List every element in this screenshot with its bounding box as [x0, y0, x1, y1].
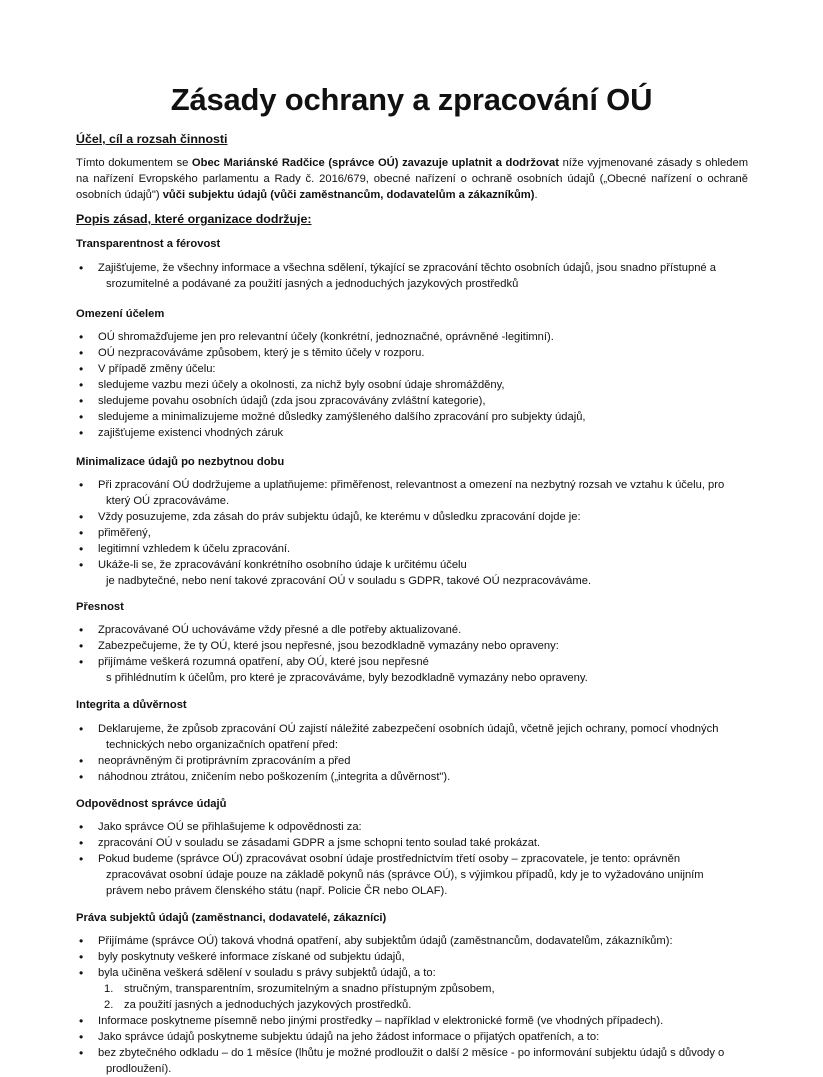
- section-purpose: [76, 131, 748, 147]
- subsection-heading: Omezení účelem: [76, 308, 165, 320]
- list-item: [76, 851, 748, 899]
- list-item: • V případě změny účelu:: [76, 361, 748, 377]
- list-item: [76, 557, 748, 589]
- list-item: • Jako správce údajů poskytneme subjektu údajů na jeho žádost informace o přijatých opatřeních, a to:: [76, 1029, 748, 1045]
- list-item-text: stručným, transparentním, srozumitelným a snadno přístupným způsobem,: [124, 983, 495, 995]
- list-item: • přiměřený,: [76, 525, 748, 541]
- paragraph-text: níže vyjmenované zásady s ohledem na nařízení Evropského parlamentu a Rady č. 2016/679, obecné nařízení o ochraně osobních údajů („Obecné nařízení o ochraně osobních údajů"): [76, 157, 749, 201]
- list-item: [76, 721, 748, 753]
- item-number: 1.: [104, 983, 114, 995]
- list-item: • sledujeme a minimalizujeme možné důsledky zamýšleného dalšího zpracování pro subjekty údajů,: [76, 409, 748, 425]
- subsection-heading: Přesnost: [76, 601, 124, 613]
- list-item: [76, 1045, 748, 1077]
- list-item: • byla učiněna veškerá sdělení v souladu s právy subjektů údajů, a to:: [76, 965, 748, 981]
- list-item: • Jako správce OÚ se přihlašujeme k odpovědnosti za:: [76, 819, 748, 835]
- list-item-text: zpracovávat osobní údaje pouze na základě pokynů nás (správce OÚ), s výjimkou případů, kdy je to vyžadováno unijním: [106, 869, 704, 881]
- list-item: • byly poskytnuty veškeré informace získané od subjektu údajů,: [76, 949, 748, 965]
- subsection-purpose-limitation: [76, 306, 748, 322]
- list-item: • náhodnou ztrátou, zničením nebo poškozením („integrita a důvěrnost").: [76, 769, 748, 785]
- list-item: • Zabezpečujeme, že ty OÚ, které jsou nepřesné, jsou bezodkladně vymazány nebo opraveny:: [76, 638, 748, 654]
- subsection-heading: Integrita a důvěrnost: [76, 699, 187, 711]
- paragraph-bold-text: vůči subjektu údajů (vůči zaměstnancům, dodavatelům a zákazníkům): [162, 189, 535, 201]
- subsection-data-subject-rights: [76, 910, 748, 926]
- list-item-text: přijímáme veškerá rozumná opatření, aby OÚ, které jsou nepřesné: [98, 656, 429, 668]
- list-item-text: Ukáže-li se, že zpracovávání konkrétního osobního údaje k určitému účelu: [98, 559, 467, 571]
- subsection-minimization: [76, 454, 748, 470]
- subsection-heading: Odpovědnost správce údajů: [76, 798, 227, 810]
- list-item: • sledujeme povahu osobních údajů (zda jsou zpracovávány zvláštní kategorie),: [76, 393, 748, 409]
- section-heading: Účel, cíl a rozsah činnosti: [76, 132, 228, 146]
- list-item-text: právem nebo právem členského státu (např. Policie ČR nebo OLAF).: [106, 885, 448, 897]
- list-item: • OÚ shromažďujeme jen pro relevantní účely (konkrétní, jednoznačné, oprávněné -legitimní).: [76, 329, 748, 345]
- list-item: • sledujeme vazbu mezi účely a okolnosti, za nichž byly osobní údaje shromážděny,: [76, 377, 748, 393]
- list-item: • Informace poskytneme písemně nebo jinými prostředky – například v elektronické formě (ve vhodných případech).: [76, 1013, 748, 1029]
- accountability-list: [76, 819, 748, 899]
- list-item: • zajišťujeme existenci vhodných záruk: [76, 425, 748, 441]
- subsection-accountability: [76, 796, 748, 812]
- item-number: 2.: [104, 999, 114, 1011]
- list-item-text: Pokud budeme (správce OÚ) zpracovávat osobní údaje prostřednictvím třetí osoby – zpracovatele, je tento: oprávněn: [98, 853, 681, 865]
- section-principles: [76, 211, 748, 227]
- subsection-accuracy: [76, 599, 748, 615]
- list-item-text: s přihlédnutím k účelům, pro které je zpracováváme, byly bezodkladně vymazány nebo opraveny.: [106, 672, 588, 684]
- page-title: Zásady ochrany a zpracování OÚ: [170, 82, 653, 117]
- list-item-text: který OÚ zpracováváme.: [106, 495, 230, 507]
- purpose-limitation-list: [76, 329, 748, 441]
- paragraph-text: Tímto dokumentem se: [76, 157, 189, 169]
- rights-list: [76, 933, 748, 1077]
- section-heading: Popis zásad, které organizace dodržuje:: [76, 212, 312, 226]
- subsection-heading: Práva subjektů údajů (zaměstnanci, dodavatelé, zákazníci): [76, 912, 387, 924]
- subsection-heading: Minimalizace údajů po nezbytnou dobu: [76, 456, 285, 468]
- list-item: • neoprávněným či protiprávním zpracováním a před: [76, 753, 748, 769]
- paragraph-text: .: [534, 189, 538, 201]
- list-item: • legitimní vzhledem k účelu zpracování.: [76, 541, 748, 557]
- subsection-integrity: [76, 697, 748, 713]
- integrity-list: [76, 721, 748, 785]
- minimization-list: [76, 477, 748, 589]
- list-item: • Přijímáme (správce OÚ) taková vhodná opatření, aby subjektům údajů (zaměstnancům, dodavatelům, zákazníkům):: [76, 933, 748, 949]
- list-item: • Vždy posuzujeme, zda zásah do práv subjektu údajů, ke kterému v důsledku zpracování dojde je:: [76, 509, 748, 525]
- purpose-paragraph: [76, 155, 748, 203]
- list-item: • Zpracovávané OÚ uchováváme vždy přesné a dle potřeby aktualizované.: [76, 622, 748, 638]
- list-item: [76, 654, 748, 686]
- transparency-list: [76, 260, 748, 292]
- numbered-item: [76, 981, 748, 997]
- list-item: • OÚ nezpracováváme způsobem, který je s těmito účely v rozporu.: [76, 345, 748, 361]
- list-item-text: bez zbytečného odkladu – do 1 měsíce (lhůtu je možné prodloužit o další 2 měsíce - po informování subjektu údajů s důvody o: [98, 1047, 725, 1059]
- list-item-text: technických nebo organizačních opatření před:: [106, 739, 338, 751]
- list-item-text: Při zpracování OÚ dodržujeme a uplatňujeme: přiměřenost, relevantnost a omezení na nezbytný rozsah ve vztahu k účelu, pro: [98, 479, 725, 491]
- subsection-heading: Transparentnost a férovost: [76, 238, 221, 250]
- list-item-text: za použití jasných a jednoduchých jazykových prostředků.: [124, 999, 412, 1011]
- subsection-transparency: [76, 236, 748, 252]
- list-item: [76, 477, 748, 509]
- list-item: [76, 260, 748, 292]
- paragraph-bold-text: Obec Mariánské Radčice (správce OÚ) zavazuje uplatnit a dodržovat: [191, 157, 559, 169]
- list-item-text: je nadbytečné, nebo není takové zpracování OÚ v souladu s GDPR, takové OÚ nezpracováváme.: [106, 575, 592, 587]
- list-item-text: Deklarujeme, že způsob zpracování OÚ zajistí náležité zabezpečení osobních údajů, včetně jejich ochrany, pomocí vhodných: [98, 723, 719, 735]
- list-item-text: srozumitelné a podávané za použití jasných a jednoduchých jazykových prostředků: [106, 278, 519, 290]
- list-item-text: Zajišťujeme, že všechny informace a všechna sdělení, týkající se zpracování těchto osobních údajů, jsou snadno přístupné a: [98, 262, 716, 274]
- accuracy-list: [76, 622, 748, 686]
- list-item: • zpracování OÚ v souladu se zásadami GDPR a jsme schopni tento soulad také prokázat.: [76, 835, 748, 851]
- numbered-item: [76, 997, 748, 1013]
- list-item-text: prodloužení).: [106, 1063, 172, 1075]
